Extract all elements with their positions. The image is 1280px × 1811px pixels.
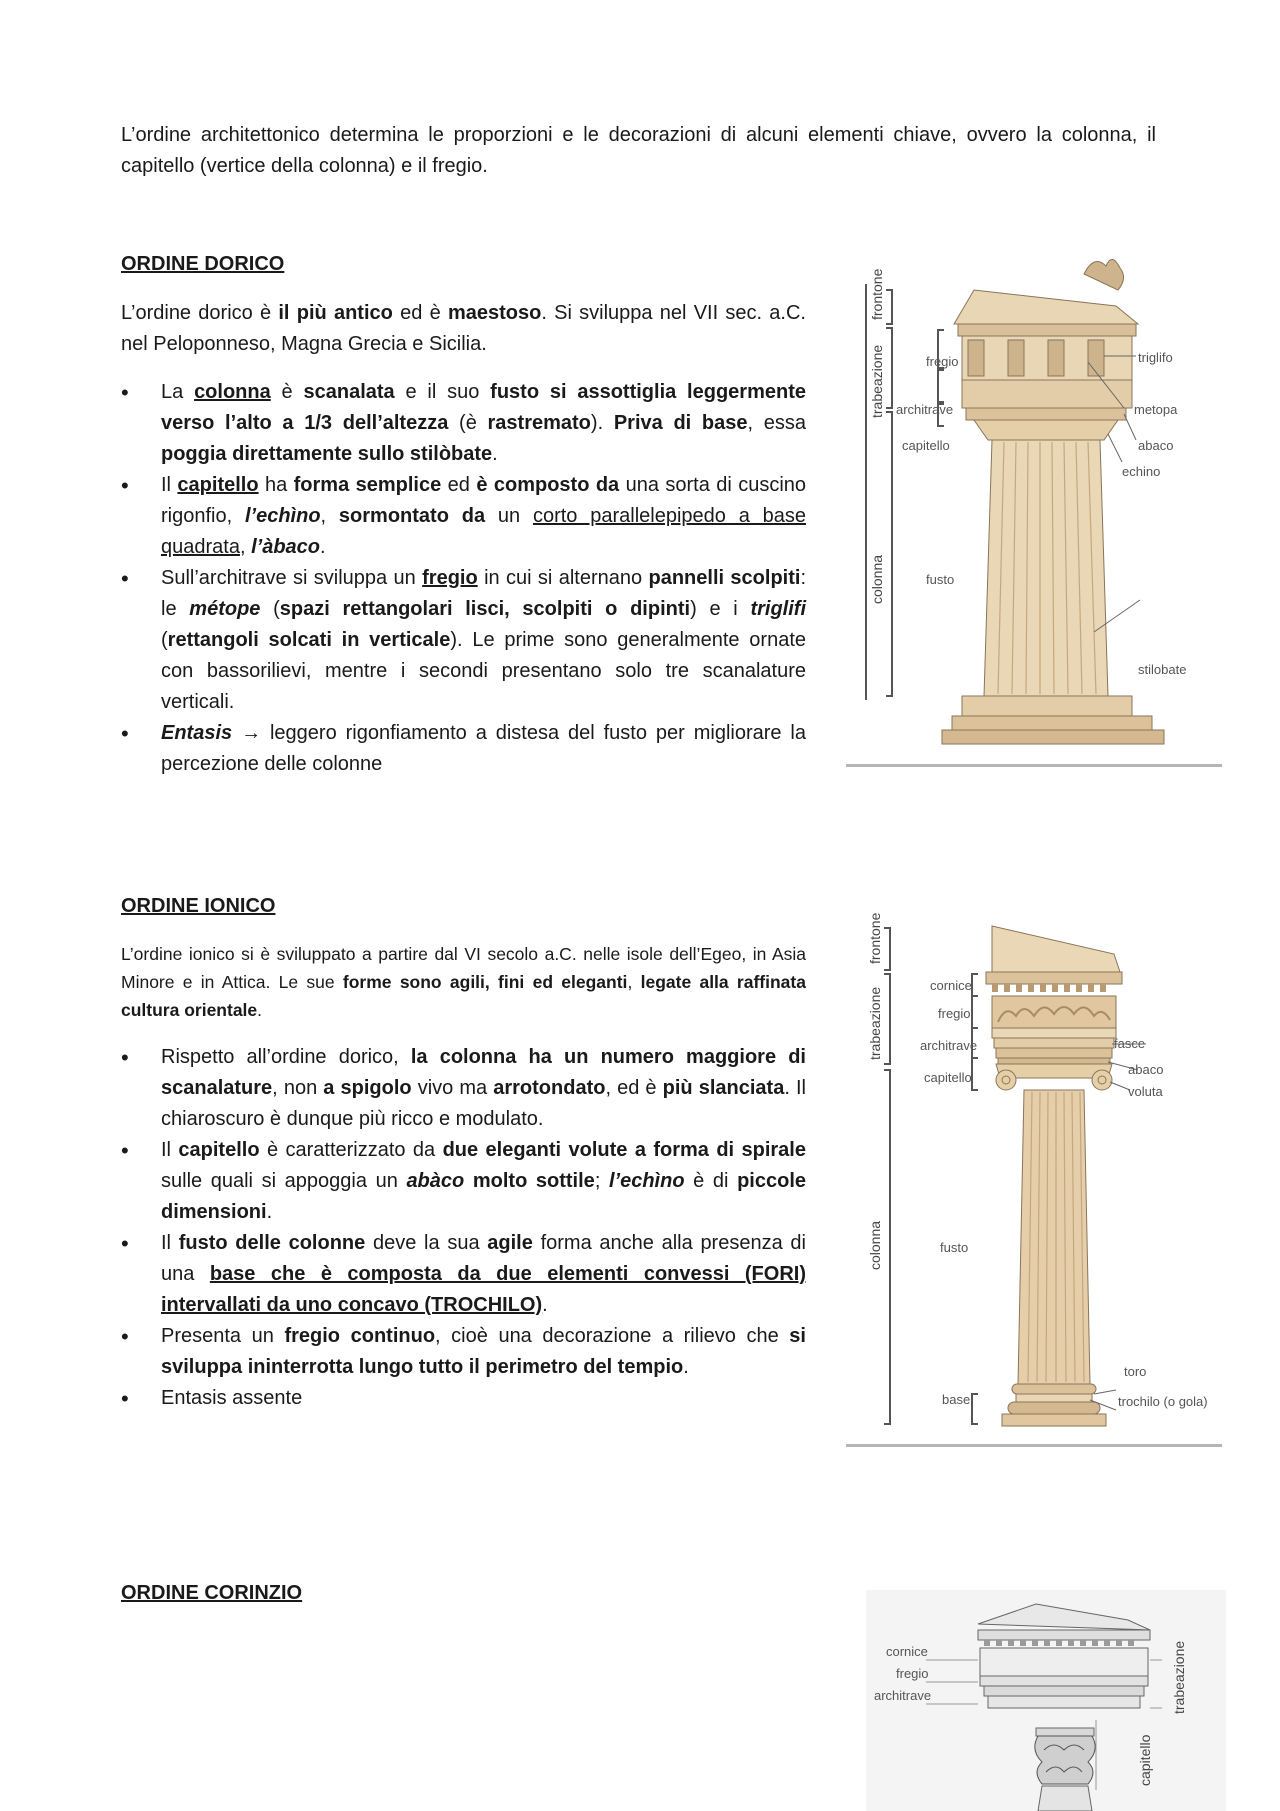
label-capitello: capitello bbox=[902, 438, 950, 453]
ionico-bullets bbox=[121, 1042, 806, 1414]
label-frontone: frontone bbox=[869, 268, 885, 320]
label-toro: toro bbox=[1124, 1364, 1147, 1379]
intro-paragraph: L’ordine architettonico determina le proporzioni e le decorazioni di alcuni elementi chiave, ovvero la colonna, il capitello (vertice della colonna) e il fregio. bbox=[121, 124, 1156, 177]
label-fregio: fregio bbox=[938, 1006, 971, 1021]
label-abaco: abaco bbox=[1138, 438, 1174, 453]
ionic-column-illustration bbox=[846, 900, 1222, 1450]
label-trabeazione: trabeazione bbox=[869, 344, 885, 418]
list-item: • Il capitello ha forma semplice ed è composto da una sorta di cuscino rigonfio, l’echìno, sormontato da un corto parallelepipedo a base quadrata, l’àbaco. bbox=[121, 470, 806, 563]
label-fusto: fusto bbox=[926, 572, 955, 587]
heading-ionico: ORDINE IONICO bbox=[121, 895, 276, 917]
label-base: base bbox=[942, 1392, 971, 1407]
label-frontone: frontone bbox=[867, 912, 883, 964]
label-trabeazione: trabeazione bbox=[867, 986, 883, 1060]
ionico-intro: L’ordine ionico si è sviluppato a partire dal VI secolo a.C. nelle isole dell’Egeo, in Asia Minore e in Attica. Le sue forme sono agili, fini ed eleganti, legate alla raffinata cultura orientale. bbox=[121, 944, 806, 1020]
dorico-figure bbox=[846, 244, 1222, 769]
list-item: • Il capitello è caratterizzato da due eleganti volute a forma di spirale sulle quali si appoggia un abàco molto sottile; l’echìno è di piccole dimensioni. bbox=[121, 1135, 806, 1228]
dorico-bullets bbox=[121, 377, 806, 780]
label-fregio: fregio bbox=[896, 1666, 929, 1681]
corinthian-column-illustration bbox=[866, 1590, 1226, 1811]
label-trochilo: trochilo (o gola) bbox=[1118, 1394, 1208, 1409]
label-stilobate: stilobate bbox=[1138, 662, 1187, 677]
heading-corinzio: ORDINE CORINZIO bbox=[121, 1582, 303, 1604]
label-echino: echino bbox=[1122, 464, 1161, 479]
label-cornice: cornice bbox=[886, 1644, 928, 1659]
label-trabeazione: trabeazione bbox=[1171, 1640, 1187, 1714]
label-abaco: abaco bbox=[1128, 1062, 1164, 1077]
heading-dorico: ORDINE DORICO bbox=[121, 253, 285, 275]
label-fusto: fusto bbox=[940, 1240, 969, 1255]
label-metopa: metopa bbox=[1134, 402, 1178, 417]
label-cornice: cornice bbox=[930, 978, 972, 993]
ionico-figure bbox=[846, 900, 1222, 1450]
list-item: • La colonna è scanalata e il suo fusto si assottiglia leggermente verso l’alto a 1/3 dell’altezza (è rastremato). Priva di base, essa poggia direttamente sullo stilòbate. bbox=[121, 377, 806, 470]
label-triglifo: triglifo bbox=[1138, 350, 1173, 365]
dorico-intro: L’ordine dorico è il più antico ed è maestoso. Si sviluppa nel VII sec. a.C. nel Peloponneso, Magna Grecia e Sicilia. bbox=[121, 302, 806, 355]
list-item: • Il fusto delle colonne deve la sua agile forma anche alla presenza di una base che è composta da due elementi convessi (FORI) intervallati da uno concavo (TROCHILO). bbox=[121, 1228, 806, 1321]
list-item: • Entasis assente bbox=[121, 1383, 806, 1414]
label-architrave: architrave bbox=[874, 1688, 932, 1703]
corinzio-figure bbox=[866, 1590, 1226, 1811]
label-capitello: capitello bbox=[924, 1070, 972, 1085]
label-voluta: voluta bbox=[1128, 1084, 1163, 1099]
label-architrave: architrave bbox=[896, 402, 954, 417]
label-capitello: capitello bbox=[1137, 1734, 1153, 1786]
list-item: • Sull’architrave si sviluppa un fregio in cui si alternano pannelli scolpiti: le métope (spazi rettangolari lisci, scolpiti o dipinti) e i triglifi (rettangoli solcati in verticale). Le prime sono generalmente ornate con bassorilievi, mentre i secondi presentano solo tre scanalature verticali. bbox=[121, 563, 806, 718]
label-architrave: architrave bbox=[920, 1038, 978, 1053]
label-colonna: colonna bbox=[869, 554, 885, 604]
label-colonna: colonna bbox=[867, 1220, 883, 1270]
list-item: • Rispetto all’ordine dorico, la colonna ha un numero maggiore di scanalature, non a spigolo vivo ma arrotondato, ed è più slanciata. Il chiaroscuro è dunque più ricco e modulato. bbox=[121, 1042, 806, 1135]
list-item: • Entasis → leggero rigonfiamento a distesa del fusto per migliorare la percezione delle colonne bbox=[121, 718, 806, 780]
list-item: • Presenta un fregio continuo, cioè una decorazione a rilievo che si sviluppa ininterrotta lungo tutto il perimetro del tempio. bbox=[121, 1321, 806, 1383]
label-fasce: fasce bbox=[1114, 1036, 1146, 1051]
label-fregio: fregio bbox=[926, 354, 959, 369]
doric-column-illustration bbox=[846, 244, 1222, 769]
